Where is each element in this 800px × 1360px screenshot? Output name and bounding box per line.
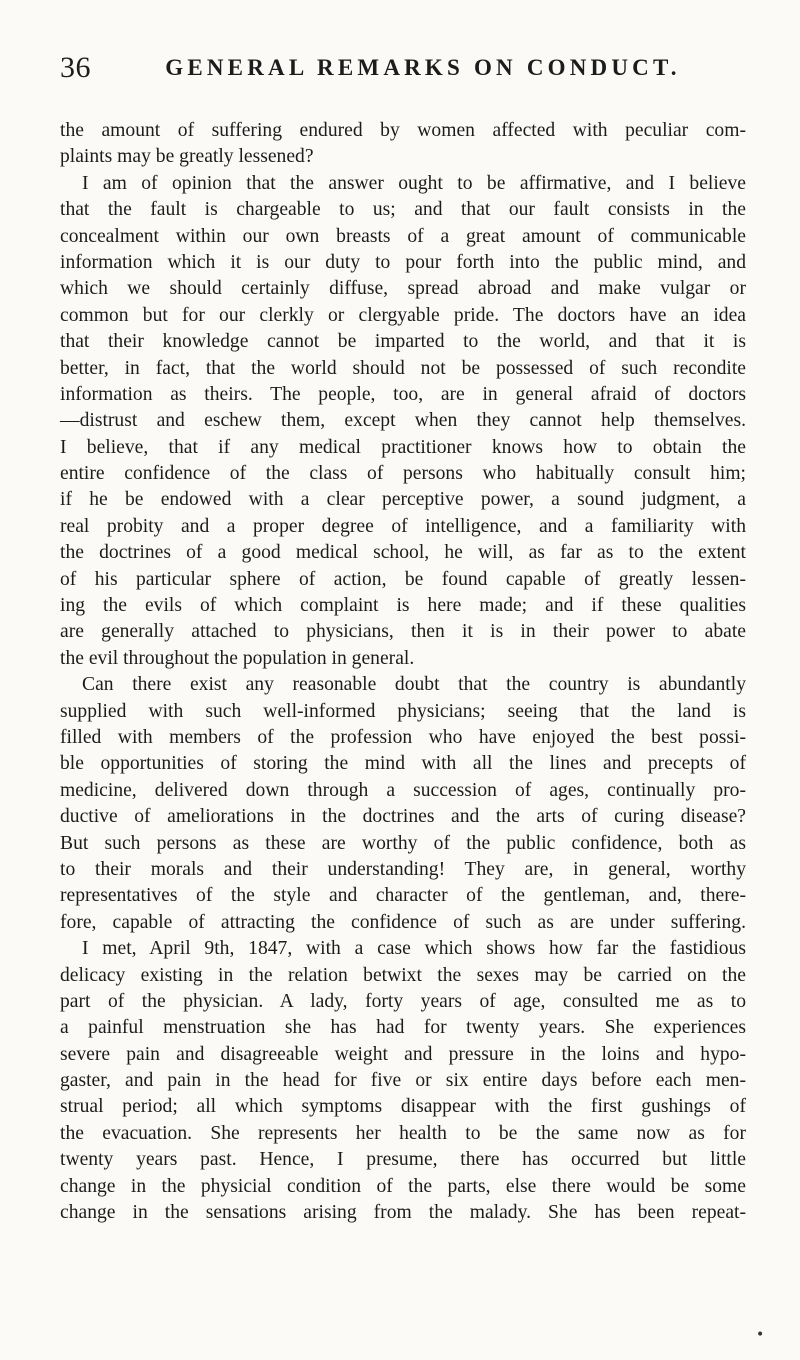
text-line: that their knowledge cannot be imparted to the world, and that it is xyxy=(60,331,746,353)
text-line: I met, April 9th, 1847, with a case which shows how far the fastidious xyxy=(82,938,746,960)
text-line: severe pain and disagreeable weight and pressure in the loins and hypo- xyxy=(60,1043,746,1065)
text-line: real probity and a proper degree of intelligence, and a familiarity with xyxy=(60,515,746,537)
text-line: the doctrines of a good medical school, he will, as far as to the extent xyxy=(60,542,746,564)
text-line: change in the sensations arising from the malady. She has been repeat- xyxy=(60,1202,746,1224)
text-line: entire confidence of the class of persons who habitually consult him; xyxy=(60,463,746,485)
text-line: ductive of ameliorations in the doctrines and the arts of curing disease? xyxy=(60,806,746,828)
text-line: of his particular sphere of action, be found capable of greatly lessen- xyxy=(60,568,746,590)
text-line: fore, capable of attracting the confidence of such as are under suffering. xyxy=(60,911,746,933)
text-line: ble opportunities of storing the mind with all the lines and precepts of xyxy=(60,753,746,775)
text-line: plaints may be greatly lessened? xyxy=(60,146,314,168)
text-line: filled with members of the profession who have enjoyed the best possi- xyxy=(60,726,746,748)
text-line: common but for our clerkly or clergyable pride. The doctors have an idea xyxy=(60,304,746,326)
page-header xyxy=(60,48,746,88)
text-line: ing the evils of which complaint is here made; and if these qualities xyxy=(60,595,746,617)
text-line: a painful menstruation she has had for twenty years. She experiences xyxy=(60,1017,746,1039)
text-line: But such persons as these are worthy of the public confidence, both as xyxy=(60,832,746,854)
text-line: I am of opinion that the answer ought to be affirmative, and I believe xyxy=(82,172,746,194)
text-line: information as theirs. The people, too, are in general afraid of doctors xyxy=(60,383,746,405)
text-line: strual period; all which symptoms disappear with the first gushings of xyxy=(60,1096,746,1118)
text-line: —distrust and eschew them, except when they cannot help themselves. xyxy=(60,410,746,432)
text-line: change in the physicial condition of the parts, else there would be some xyxy=(60,1175,746,1197)
text-line: the amount of suffering endured by women affected with peculiar com- xyxy=(60,120,746,141)
text-line: gaster, and pain in the head for five or six entire days before each men- xyxy=(60,1070,746,1092)
text-line: I believe, that if any medical practitioner knows how to obtain the xyxy=(60,436,746,458)
text-line: which we should certainly diffuse, spread abroad and make vulgar or xyxy=(60,278,746,300)
running-title: GENERAL REMARKS ON CONDUCT. xyxy=(165,55,681,80)
text-line: Can there exist any reasonable doubt that the country is abundantly xyxy=(82,674,746,696)
text-line: delicacy existing in the relation betwixt the sexes may be carried on the xyxy=(60,964,746,986)
margin-mark: • xyxy=(756,1327,765,1343)
text-line: supplied with such well-informed physicians; seeing that the land is xyxy=(60,700,746,722)
text-line: part of the physician. A lady, forty years of age, consulted me as to xyxy=(60,990,746,1012)
text-line: information which it is our duty to pour forth into the public mind, and xyxy=(60,251,746,273)
body-text xyxy=(60,118,746,1226)
text-line: the evacuation. She represents her health to be the same now as for xyxy=(60,1122,746,1144)
text-line: better, in fact, that the world should not be possessed of such recondite xyxy=(60,357,746,379)
text-line: that the fault is chargeable to us; and that our fault consists in the xyxy=(60,199,746,221)
page-number: 36 xyxy=(60,51,91,84)
text-line: medicine, delivered down through a succession of ages, continually pro- xyxy=(60,779,746,801)
text-line: twenty years past. Hence, I presume, there has occurred but little xyxy=(60,1149,746,1171)
text-line: are generally attached to physicians, then it is in their power to abate xyxy=(60,621,746,643)
text-line: the evil throughout the population in general. xyxy=(60,647,415,669)
text-line: to their morals and their understanding! They are, in general, worthy xyxy=(60,858,746,880)
text-line: if he be endowed with a clear perceptive power, a sound judgment, a xyxy=(60,489,746,511)
text-line: concealment within our own breasts of a great amount of communicable xyxy=(60,225,746,247)
text-line: representatives of the style and character of the gentleman, and, there- xyxy=(60,885,746,907)
